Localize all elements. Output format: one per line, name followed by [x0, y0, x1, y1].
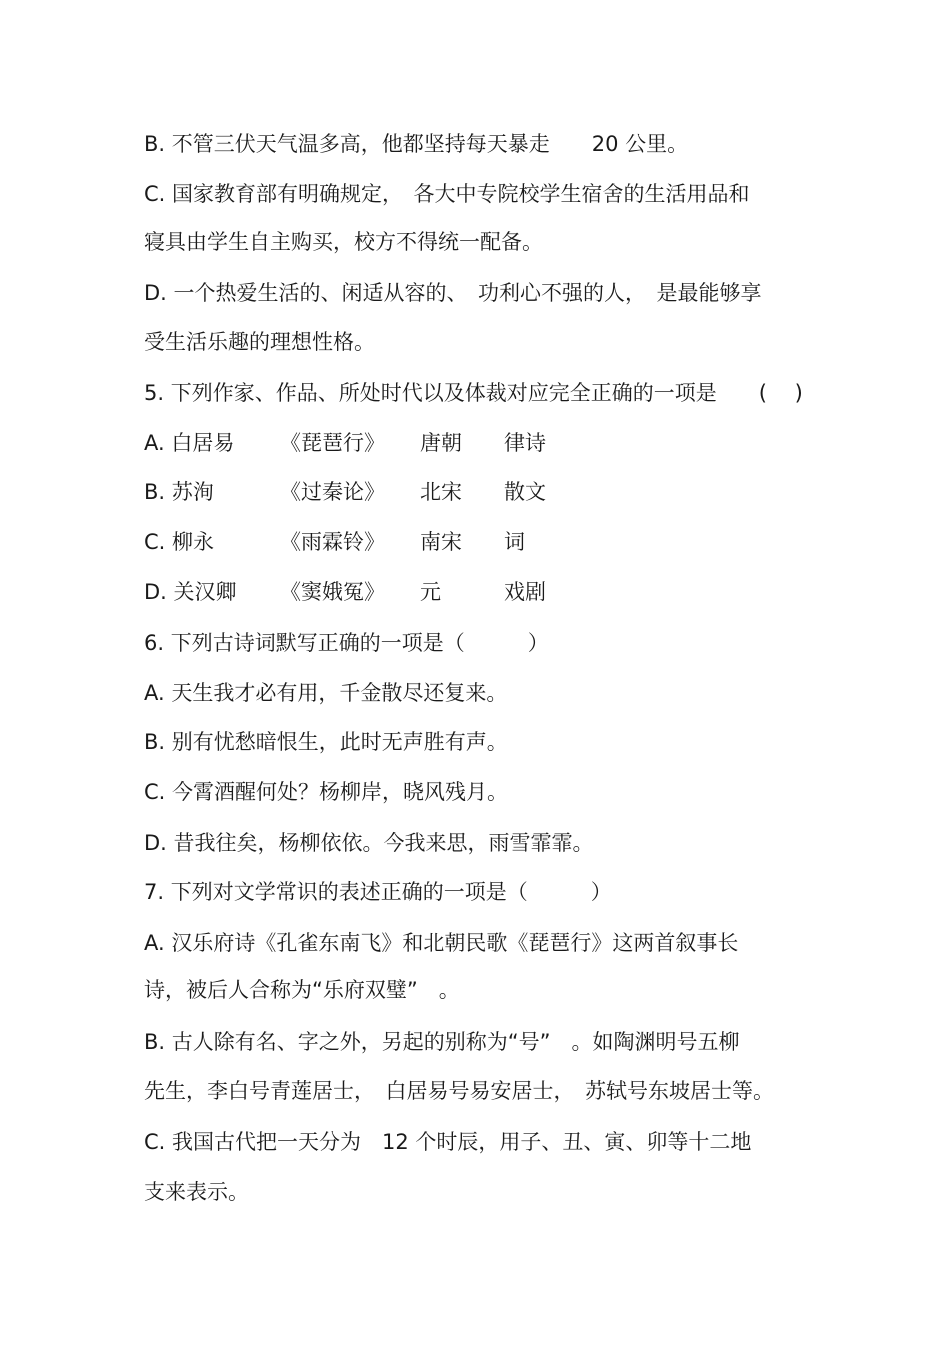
q7-option-b-line1: B. 古人除有名、字之外，另起的别称为“号” 。如陶渊明号五柳 [144, 1030, 740, 1054]
option-era: 北宋 [420, 480, 462, 504]
q6-option-b: B. 别有忧愁暗恨生，此时无声胜有声。 [144, 730, 508, 754]
option-work: 《雨霖铃》 [280, 530, 385, 554]
q6-option-a: A. 天生我才必有用，千金散尽还复来。 [144, 681, 508, 705]
q4-option-c-line2: 寝具由学生自主购买，校方不得统一配备。 [144, 230, 543, 254]
option-genre: 戏剧 [504, 580, 546, 604]
option-genre: 散文 [504, 480, 546, 504]
option-author: C. 柳永 [144, 530, 215, 554]
option-era: 元 [420, 580, 441, 604]
q5-stem: 5. 下列作家、作品、所处时代以及体裁对应完全正确的一项是 ( ) [144, 381, 803, 405]
q6-option-d: D. 昔我往矣，杨柳依依。今我来思，雨雪霏霏。 [144, 831, 594, 855]
q7-option-b-line2: 先生，李白号青莲居士， 白居易号易安居士， 苏轼号东坡居士等。 [144, 1079, 774, 1103]
q7-option-a-line2: 诗，被后人合称为“乐府双璧” 。 [144, 978, 460, 1002]
q6-option-c: C. 今霄酒醒何处？杨柳岸，晓风残月。 [144, 780, 509, 804]
q7-stem: 7. 下列对文学常识的表述正确的一项是（ ） [144, 880, 612, 904]
option-author: B. 苏洵 [144, 480, 214, 504]
q7-option-c-line2: 支来表示。 [144, 1180, 249, 1204]
q6-stem: 6. 下列古诗词默写正确的一项是（ ） [144, 631, 549, 655]
q4-option-d-line2: 受生活乐趣的理想性格。 [144, 330, 375, 354]
option-work: 《琵琶行》 [280, 431, 385, 455]
q7-option-a-line1: A. 汉乐府诗《孔雀东南飞》和北朝民歌《琵琶行》这两首叙事长 [144, 931, 739, 955]
option-era: 唐朝 [420, 431, 462, 455]
option-author: A. 白居易 [144, 431, 235, 455]
option-genre: 律诗 [504, 431, 546, 455]
q7-option-c-line1: C. 我国古代把一天分为 12 个时辰，用子、丑、寅、卯等十二地 [144, 1130, 752, 1154]
q4-option-d-line1: D. 一个热爱生活的、闲适从容的、 功利心不强的人， 是最能够享 [144, 281, 762, 305]
option-era: 南宋 [420, 530, 462, 554]
option-work: 《窦娥冤》 [280, 580, 385, 604]
option-work: 《过秦论》 [280, 480, 385, 504]
option-author: D. 关汉卿 [144, 580, 237, 604]
option-genre: 词 [504, 530, 525, 554]
q4-option-b: B. 不管三伏天气温多高，他都坚持每天暴走 20 公里。 [144, 132, 689, 156]
q4-option-c-line1: C. 国家教育部有明确规定， 各大中专院校学生宿舍的生活用品和 [144, 182, 750, 206]
